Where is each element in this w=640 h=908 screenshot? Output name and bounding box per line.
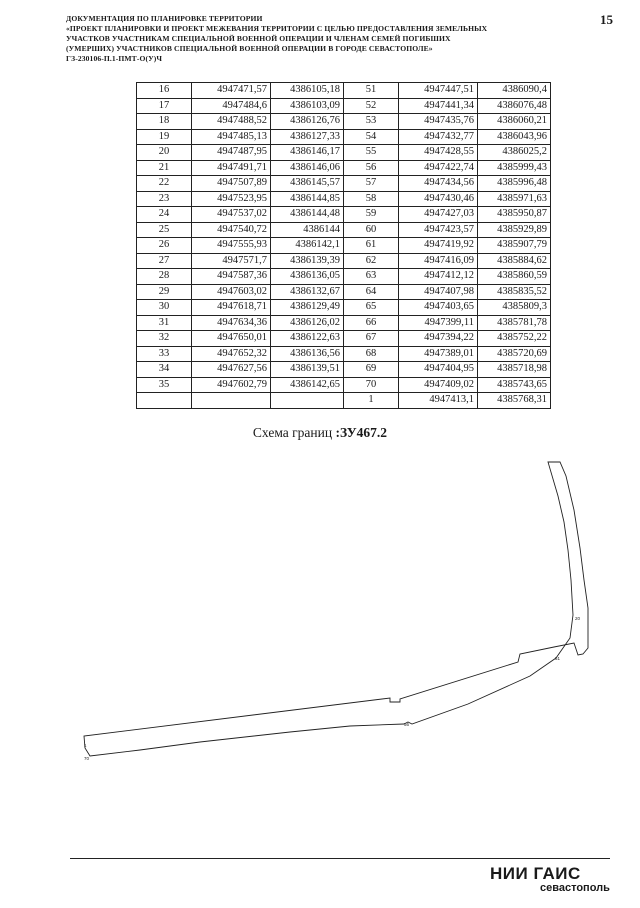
y-coordinate-cell: 4385781,78 xyxy=(478,315,551,331)
point-number-cell: 21 xyxy=(137,160,192,176)
x-coordinate-cell: 4947484,6 xyxy=(192,98,271,114)
x-coordinate-cell: 4947430,46 xyxy=(399,191,478,207)
point-number-cell: 27 xyxy=(137,253,192,269)
x-coordinate-cell: 4947650,01 xyxy=(192,331,271,347)
table-row xyxy=(137,145,551,161)
y-coordinate-cell: 4385809,3 xyxy=(478,300,551,316)
x-coordinate-cell: 4947422,74 xyxy=(399,160,478,176)
point-number-cell: 52 xyxy=(344,98,399,114)
brand-subtitle: севастополь xyxy=(540,882,610,894)
document-header xyxy=(66,14,586,64)
y-coordinate-cell: 4385835,52 xyxy=(478,284,551,300)
point-number-cell: 51 xyxy=(344,83,399,99)
x-coordinate-cell: 4947487,95 xyxy=(192,145,271,161)
point-number-cell: 35 xyxy=(137,377,192,393)
table-row xyxy=(137,362,551,378)
y-coordinate-cell: 4385743,65 xyxy=(478,377,551,393)
table-row xyxy=(137,83,551,99)
point-number-cell: 65 xyxy=(344,300,399,316)
boundary-plan xyxy=(0,440,640,780)
y-coordinate-cell: 4386144,48 xyxy=(271,207,344,223)
y-coordinate-cell: 4386146,06 xyxy=(271,160,344,176)
point-number-cell: 67 xyxy=(344,331,399,347)
x-coordinate-cell: 4947471,57 xyxy=(192,83,271,99)
y-coordinate-cell: 4386076,48 xyxy=(478,98,551,114)
x-coordinate-cell xyxy=(192,393,271,409)
y-coordinate-cell: 4386043,96 xyxy=(478,129,551,145)
header-line: «ПРОЕКТ ПЛАНИРОВКИ И ПРОЕКТ МЕЖЕВАНИЯ ТЕРРИТОРИИ С ЦЕЛЬЮ ПРЕДОСТАВЛЕНИЯ ЗЕМЕЛЬНЫХ xyxy=(66,24,488,33)
x-coordinate-cell: 4947413,1 xyxy=(399,393,478,409)
header-line: УЧАСТКОВ УЧАСТНИКАМ СПЕЦИАЛЬНОЙ ВОЕННОЙ ОПЕРАЦИИ И ЧЛЕНАМ СЕМЕЙ ПОГИБШИХ xyxy=(66,34,451,43)
point-number-cell: 1 xyxy=(344,393,399,409)
x-coordinate-cell: 4947441,34 xyxy=(399,98,478,114)
point-number-cell: 54 xyxy=(344,129,399,145)
y-coordinate-cell: 4386139,39 xyxy=(271,253,344,269)
point-number-cell: 55 xyxy=(344,145,399,161)
x-coordinate-cell: 4947652,32 xyxy=(192,346,271,362)
table-row xyxy=(137,331,551,347)
y-coordinate-cell: 4385720,69 xyxy=(478,346,551,362)
x-coordinate-cell: 4947416,09 xyxy=(399,253,478,269)
point-number-cell: 20 xyxy=(137,145,192,161)
y-coordinate-cell: 4385718,98 xyxy=(478,362,551,378)
point-number-cell: 62 xyxy=(344,253,399,269)
x-coordinate-cell: 4947488,52 xyxy=(192,114,271,130)
y-coordinate-cell: 4386060,21 xyxy=(478,114,551,130)
table-row xyxy=(137,238,551,254)
table-row xyxy=(137,269,551,285)
table-row xyxy=(137,160,551,176)
y-coordinate-cell: 4385929,89 xyxy=(478,222,551,238)
x-coordinate-cell: 4947571,7 xyxy=(192,253,271,269)
y-coordinate-cell: 4385752,22 xyxy=(478,331,551,347)
vertex-label: 56 xyxy=(404,722,410,727)
x-coordinate-cell: 4947603,02 xyxy=(192,284,271,300)
vertex-label: 70 xyxy=(84,756,90,761)
point-number-cell: 16 xyxy=(137,83,192,99)
point-number-cell: 22 xyxy=(137,176,192,192)
point-number-cell: 68 xyxy=(344,346,399,362)
x-coordinate-cell: 4947537,02 xyxy=(192,207,271,223)
x-coordinate-cell: 4947555,93 xyxy=(192,238,271,254)
x-coordinate-cell: 4947399,11 xyxy=(399,315,478,331)
vertex-labels xyxy=(84,616,581,761)
point-number-cell: 28 xyxy=(137,269,192,285)
y-coordinate-cell: 4386146,17 xyxy=(271,145,344,161)
point-number-cell: 23 xyxy=(137,191,192,207)
x-coordinate-cell: 4947434,56 xyxy=(399,176,478,192)
x-coordinate-cell: 4947403,65 xyxy=(399,300,478,316)
point-number-cell: 33 xyxy=(137,346,192,362)
point-number-cell: 34 xyxy=(137,362,192,378)
point-number-cell: 59 xyxy=(344,207,399,223)
x-coordinate-cell: 4947587,36 xyxy=(192,269,271,285)
y-coordinate-cell: 4385950,87 xyxy=(478,207,551,223)
y-coordinate-cell: 4386136,56 xyxy=(271,346,344,362)
y-coordinate-cell: 4386136,05 xyxy=(271,269,344,285)
y-coordinate-cell: 4386122,63 xyxy=(271,331,344,347)
page-number: 15 xyxy=(600,12,613,27)
point-number-cell: 17 xyxy=(137,98,192,114)
y-coordinate-cell: 4386139,51 xyxy=(271,362,344,378)
point-number-cell: 61 xyxy=(344,238,399,254)
y-coordinate-cell: 4386129,49 xyxy=(271,300,344,316)
x-coordinate-cell: 4947435,76 xyxy=(399,114,478,130)
point-number-cell: 63 xyxy=(344,269,399,285)
point-number-cell: 66 xyxy=(344,315,399,331)
point-number-cell: 64 xyxy=(344,284,399,300)
point-number-cell: 70 xyxy=(344,377,399,393)
point-number-cell: 30 xyxy=(137,300,192,316)
point-number-cell: 32 xyxy=(137,331,192,347)
y-coordinate-cell: 4386103,09 xyxy=(271,98,344,114)
table-row xyxy=(137,346,551,362)
point-number-cell: 69 xyxy=(344,362,399,378)
y-coordinate-cell: 4386145,57 xyxy=(271,176,344,192)
x-coordinate-cell: 4947602,79 xyxy=(192,377,271,393)
y-coordinate-cell: 4386142,65 xyxy=(271,377,344,393)
point-number-cell: 18 xyxy=(137,114,192,130)
x-coordinate-cell: 4947428,55 xyxy=(399,145,478,161)
x-coordinate-cell: 4947412,12 xyxy=(399,269,478,285)
x-coordinate-cell: 4947394,22 xyxy=(399,331,478,347)
x-coordinate-cell: 4947540,72 xyxy=(192,222,271,238)
coordinates-table xyxy=(136,82,551,409)
x-coordinate-cell: 4947432,77 xyxy=(399,129,478,145)
table-row xyxy=(137,377,551,393)
y-coordinate-cell: 4385907,79 xyxy=(478,238,551,254)
schema-title xyxy=(0,425,640,441)
point-number-cell: 60 xyxy=(344,222,399,238)
x-coordinate-cell: 4947634,36 xyxy=(192,315,271,331)
y-coordinate-cell: 4386142,1 xyxy=(271,238,344,254)
y-coordinate-cell: 4386105,18 xyxy=(271,83,344,99)
footer-rule xyxy=(70,858,610,859)
y-coordinate-cell: 4386144 xyxy=(271,222,344,238)
table-row xyxy=(137,222,551,238)
vertex-label: 1 xyxy=(84,743,87,748)
x-coordinate-cell: 4947627,56 xyxy=(192,362,271,378)
x-coordinate-cell: 4947427,03 xyxy=(399,207,478,223)
point-number-cell xyxy=(137,393,192,409)
point-number-cell: 25 xyxy=(137,222,192,238)
table-row xyxy=(137,284,551,300)
y-coordinate-cell: 4385860,59 xyxy=(478,269,551,285)
y-coordinate-cell: 4385971,63 xyxy=(478,191,551,207)
point-number-cell: 58 xyxy=(344,191,399,207)
point-number-cell: 31 xyxy=(137,315,192,331)
vertex-label: 51 xyxy=(555,656,561,661)
table-row xyxy=(137,300,551,316)
y-coordinate-cell: 4385884,62 xyxy=(478,253,551,269)
boundary-polyline xyxy=(84,462,588,756)
y-coordinate-cell: 4386126,76 xyxy=(271,114,344,130)
point-number-cell: 24 xyxy=(137,207,192,223)
x-coordinate-cell: 4947409,02 xyxy=(399,377,478,393)
x-coordinate-cell: 4947618,71 xyxy=(192,300,271,316)
x-coordinate-cell: 4947485,13 xyxy=(192,129,271,145)
y-coordinate-cell: 4385768,31 xyxy=(478,393,551,409)
brand-logo: НИИ ГАИС xyxy=(490,864,581,883)
x-coordinate-cell: 4947404,95 xyxy=(399,362,478,378)
table-row xyxy=(137,129,551,145)
table-row xyxy=(137,393,551,409)
header-line: ДОКУМЕНТАЦИЯ ПО ПЛАНИРОВКЕ ТЕРРИТОРИИ xyxy=(66,14,263,23)
x-coordinate-cell: 4947389,01 xyxy=(399,346,478,362)
y-coordinate-cell: 4386090,4 xyxy=(478,83,551,99)
table-row xyxy=(137,207,551,223)
table-row xyxy=(137,315,551,331)
vertex-label: 20 xyxy=(575,616,581,621)
y-coordinate-cell: 4386126,02 xyxy=(271,315,344,331)
schema-title-prefix: Схема границ xyxy=(252,425,336,440)
table-row xyxy=(137,191,551,207)
y-coordinate-cell: 4386127,33 xyxy=(271,129,344,145)
table-row xyxy=(137,114,551,130)
header-line: (УМЕРШИХ) УЧАСТНИКОВ СПЕЦИАЛЬНОЙ ВОЕННОЙ ОПЕРАЦИИ В ГОРОДЕ СЕВАСТОПОЛЕ» xyxy=(66,44,433,53)
point-number-cell: 29 xyxy=(137,284,192,300)
point-number-cell: 57 xyxy=(344,176,399,192)
y-coordinate-cell: 4386144,85 xyxy=(271,191,344,207)
x-coordinate-cell: 4947491,71 xyxy=(192,160,271,176)
x-coordinate-cell: 4947423,57 xyxy=(399,222,478,238)
table-row xyxy=(137,98,551,114)
y-coordinate-cell: 4386132,67 xyxy=(271,284,344,300)
y-coordinate-cell: 4385999,43 xyxy=(478,160,551,176)
point-number-cell: 19 xyxy=(137,129,192,145)
point-number-cell: 26 xyxy=(137,238,192,254)
point-number-cell: 56 xyxy=(344,160,399,176)
x-coordinate-cell: 4947507,89 xyxy=(192,176,271,192)
x-coordinate-cell: 4947407,98 xyxy=(399,284,478,300)
x-coordinate-cell: 4947419,92 xyxy=(399,238,478,254)
x-coordinate-cell: 4947447,51 xyxy=(399,83,478,99)
table-row xyxy=(137,253,551,269)
y-coordinate-cell xyxy=(271,393,344,409)
point-number-cell: 53 xyxy=(344,114,399,130)
table-row xyxy=(137,176,551,192)
schema-title-code: :ЗУ467.2 xyxy=(335,425,388,440)
y-coordinate-cell: 4385996,48 xyxy=(478,176,551,192)
header-code: ГЗ-230106-П.1-ПМТ-О(У)Ч xyxy=(66,54,163,63)
y-coordinate-cell: 4386025,2 xyxy=(478,145,551,161)
x-coordinate-cell: 4947523,95 xyxy=(192,191,271,207)
